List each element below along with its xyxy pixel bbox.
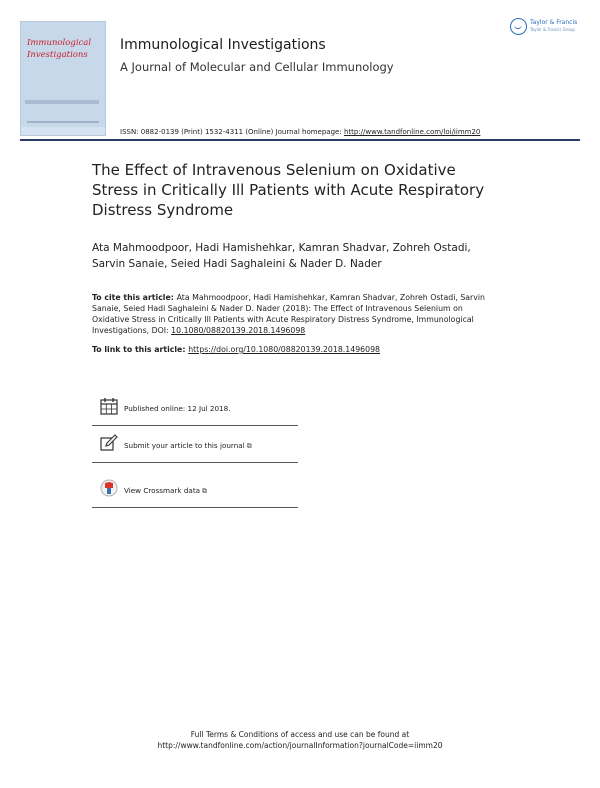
publisher-logo[interactable] [510, 18, 582, 38]
citation-doi-link[interactable]: 10.1080/08820139.2018.1496098 [171, 326, 306, 335]
journal-title: Immunological Investigations [120, 37, 326, 53]
external-link-icon: ⧉ [246, 442, 252, 450]
cover-subline [27, 121, 99, 123]
article-doi-url[interactable]: https://doi.org/10.1080/08820139.2018.1496098 [188, 345, 380, 354]
issn-line [120, 128, 480, 136]
cover-band [25, 100, 99, 104]
footer-line1: Full Terms & Conditions of access and use can be found at [190, 730, 410, 739]
journal-cover [20, 21, 106, 136]
cover-title [27, 37, 101, 61]
submit-article-link[interactable] [124, 441, 252, 451]
journal-homepage-link[interactable]: http://www.tandfonline.com/loi/iimm20 [343, 128, 481, 136]
crossmark-box[interactable] [92, 471, 298, 508]
cover-title-line2: Investigations [27, 50, 88, 60]
submit-label: Submit your article to this journal [124, 441, 245, 450]
citation-label: To cite this article: [92, 293, 177, 302]
publisher-name: Taylor & Francis [530, 19, 578, 26]
publisher-logo-icon [510, 18, 527, 35]
terms-footer [100, 729, 500, 751]
published-box [92, 389, 298, 426]
header-divider [20, 139, 580, 141]
article-authors [92, 240, 552, 272]
citation-block [92, 292, 502, 336]
cover-title-line1: Immunological [27, 38, 92, 48]
edit-icon [100, 434, 118, 452]
crossmark-link[interactable] [124, 486, 207, 496]
cover-footer [21, 127, 105, 135]
link-label: To link to this article: [92, 345, 189, 354]
article-link-line [92, 345, 380, 354]
citation-text: Ata Mahmoodpoor, Hadi Hamishehkar, Kamran Shadvar, Zohreh Ostadi, Sarvin Sanaie, Seied Hadi Saghaleini & Nader D. Nader (2018): The Effect of Intravenous Selenium on Oxidative Stress in Critically Ill Patients with Acute Respiratory Distress Syndrome, Immunological Investigations, DOI: [92, 293, 485, 335]
authors-line2: Sarvin Sanaie, Seied Hadi Saghaleini & Nader D. Nader [92, 258, 382, 270]
published-date: Published online: 12 Jul 2018. [124, 404, 231, 413]
publisher-tagline: Taylor & Francis Group [530, 27, 575, 32]
issn-text: ISSN: 0882-0139 (Print) 1532-4311 (Online) Journal homepage: [120, 128, 344, 136]
external-link-icon: ⧉ [202, 487, 208, 495]
article-title: The Effect of Intravenous Selenium on Oxidative Stress in Critically Ill Patients with Acute Respiratory Distress Syndrome [92, 161, 485, 219]
submit-box[interactable] [92, 426, 298, 463]
calendar-icon [100, 397, 118, 415]
crossmark-label: View Crossmark data [124, 486, 201, 495]
crossmark-icon [100, 479, 118, 497]
footer-terms-link[interactable]: http://www.tandfonline.com/action/journalInformation?journalCode=iimm20 [157, 741, 443, 750]
authors-line1: Ata Mahmoodpoor, Hadi Hamishehkar, Kamran Shadvar, Zohreh Ostadi, [92, 242, 471, 254]
journal-subtitle: A Journal of Molecular and Cellular Immunology [120, 60, 394, 74]
